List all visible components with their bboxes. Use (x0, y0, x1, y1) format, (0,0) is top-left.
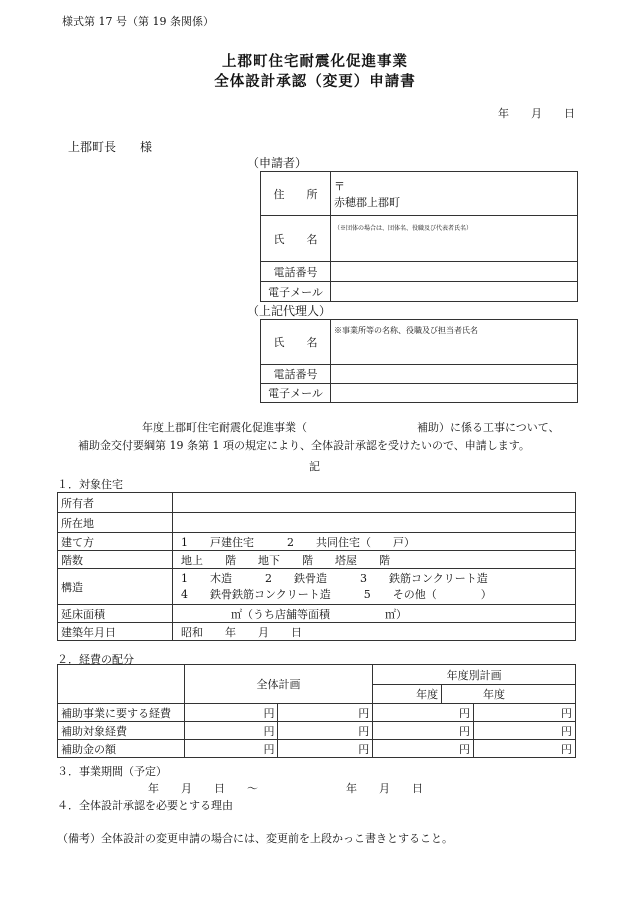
phone-label: 電話番号 (261, 262, 331, 282)
agent-email-field[interactable] (331, 384, 578, 403)
body-line-1: 年度上郡町住宅耐震化促進事業（ 補助）に係る工事について、 (142, 421, 560, 434)
structure-field[interactable] (173, 569, 576, 605)
cost-cell[interactable]: 円 (278, 704, 373, 722)
name-label: 氏 名 (261, 216, 331, 262)
project-period[interactable]: 年 月 日 ～ 年 月 日 (148, 782, 423, 795)
year-col-2[interactable]: 年度 (442, 685, 576, 704)
cost-cell[interactable]: 円 (474, 704, 576, 722)
cost-cell[interactable]: 円 (184, 740, 278, 758)
postal-mark: 〒 (334, 179, 345, 193)
name-field[interactable] (331, 216, 578, 262)
cost-row-label-1: 補助事業に要する経費 (58, 704, 185, 722)
address-value: 赤穂郡上郡町 (334, 195, 400, 209)
built-date-label: 建築年月日 (58, 623, 173, 641)
floors-field[interactable]: 地上 階 地下 階 塔屋 階 (173, 551, 576, 569)
built-date-field[interactable]: 昭和 年 月 日 (173, 623, 576, 641)
agent-phone-field[interactable] (331, 365, 578, 384)
cost-cell[interactable]: 円 (373, 704, 474, 722)
location-label: 所在地 (58, 513, 173, 533)
applicant-heading: （申請者） (247, 156, 308, 170)
cost-row-label-3: 補助金の額 (58, 740, 185, 758)
cost-cell[interactable]: 円 (373, 722, 474, 740)
cost-cell[interactable]: 円 (474, 722, 576, 740)
agent-phone-label: 電話番号 (261, 365, 331, 384)
name-note: （※団体の場合は、団体名、役職及び代表者氏名） (334, 225, 473, 232)
floors-label: 階数 (58, 551, 173, 569)
house-table (57, 492, 576, 641)
agent-name-note: ※事業所等の名称、役職及び担当者氏名 (334, 326, 478, 335)
agent-name-label: 氏 名 (261, 320, 331, 365)
section2-heading: ２．経費の配分 (57, 653, 134, 666)
owner-field[interactable] (173, 493, 576, 513)
agent-heading: （上記代理人） (247, 304, 332, 318)
location-field[interactable] (173, 513, 576, 533)
applicant-table (260, 171, 578, 302)
cost-cell[interactable]: 円 (373, 740, 474, 758)
structure-options-2: 4 鉄骨鉄筋コンクリート造 5 その他（ ） (181, 587, 492, 601)
col-total-plan: 全体計画 (184, 665, 373, 704)
floor-area-field[interactable]: ㎡（うち店舗等面積 ㎡） (173, 605, 576, 623)
building-type-label: 建て方 (58, 533, 173, 551)
cost-table (57, 664, 576, 758)
form-number: 様式第 17 号（第 19 条関係） (62, 15, 214, 28)
owner-label: 所有者 (58, 493, 173, 513)
structure-label: 構造 (58, 569, 173, 605)
section3-heading: ３．事業期間（予定） (57, 765, 167, 778)
cost-cell[interactable]: 円 (278, 740, 373, 758)
cost-cell[interactable]: 円 (184, 722, 278, 740)
agent-email-label: 電子メール (261, 384, 331, 403)
cost-cell[interactable]: 円 (474, 740, 576, 758)
title-line-2: 全体設計承認（変更）申請書 (214, 74, 416, 90)
email-label: 電子メール (261, 282, 331, 302)
remarks-note: （備考）全体設計の変更申請の場合には、変更前を上段かっこ書きとすること。 (57, 832, 453, 845)
phone-field[interactable] (331, 262, 578, 282)
address-field[interactable] (331, 172, 578, 216)
title-line-1: 上郡町住宅耐震化促進事業 (222, 54, 408, 70)
cost-row-label-2: 補助対象経費 (58, 722, 185, 740)
building-type-field[interactable]: 1 戸建住宅 2 共同住宅（ 戸） (173, 533, 576, 551)
address-label: 住 所 (261, 172, 331, 216)
date-line: 年 月 日 (498, 107, 575, 120)
cost-corner-cell (58, 665, 185, 704)
col-yearly-plan: 年度別計画 (373, 665, 576, 685)
addressee: 上郡町長 様 (68, 140, 153, 154)
structure-options-1: 1 木造 2 鉄骨造 3 鉄筋コンクリート造 (181, 571, 488, 585)
cost-cell[interactable]: 円 (184, 704, 278, 722)
body-line-2: 補助金交付要綱第 19 条第 1 項の規定により、全体設計承認を受けたいので、申請します。 (78, 439, 530, 452)
agent-table (260, 319, 578, 403)
agent-name-field[interactable] (331, 320, 578, 365)
email-field[interactable] (331, 282, 578, 302)
floor-area-label: 延床面積 (58, 605, 173, 623)
section1-heading: １．対象住宅 (57, 478, 123, 491)
cost-cell[interactable]: 円 (278, 722, 373, 740)
ki-mark: 記 (309, 460, 320, 473)
year-col-1[interactable]: 年度 (373, 685, 442, 704)
section4-heading: ４．全体設計承認を必要とする理由 (57, 799, 233, 812)
